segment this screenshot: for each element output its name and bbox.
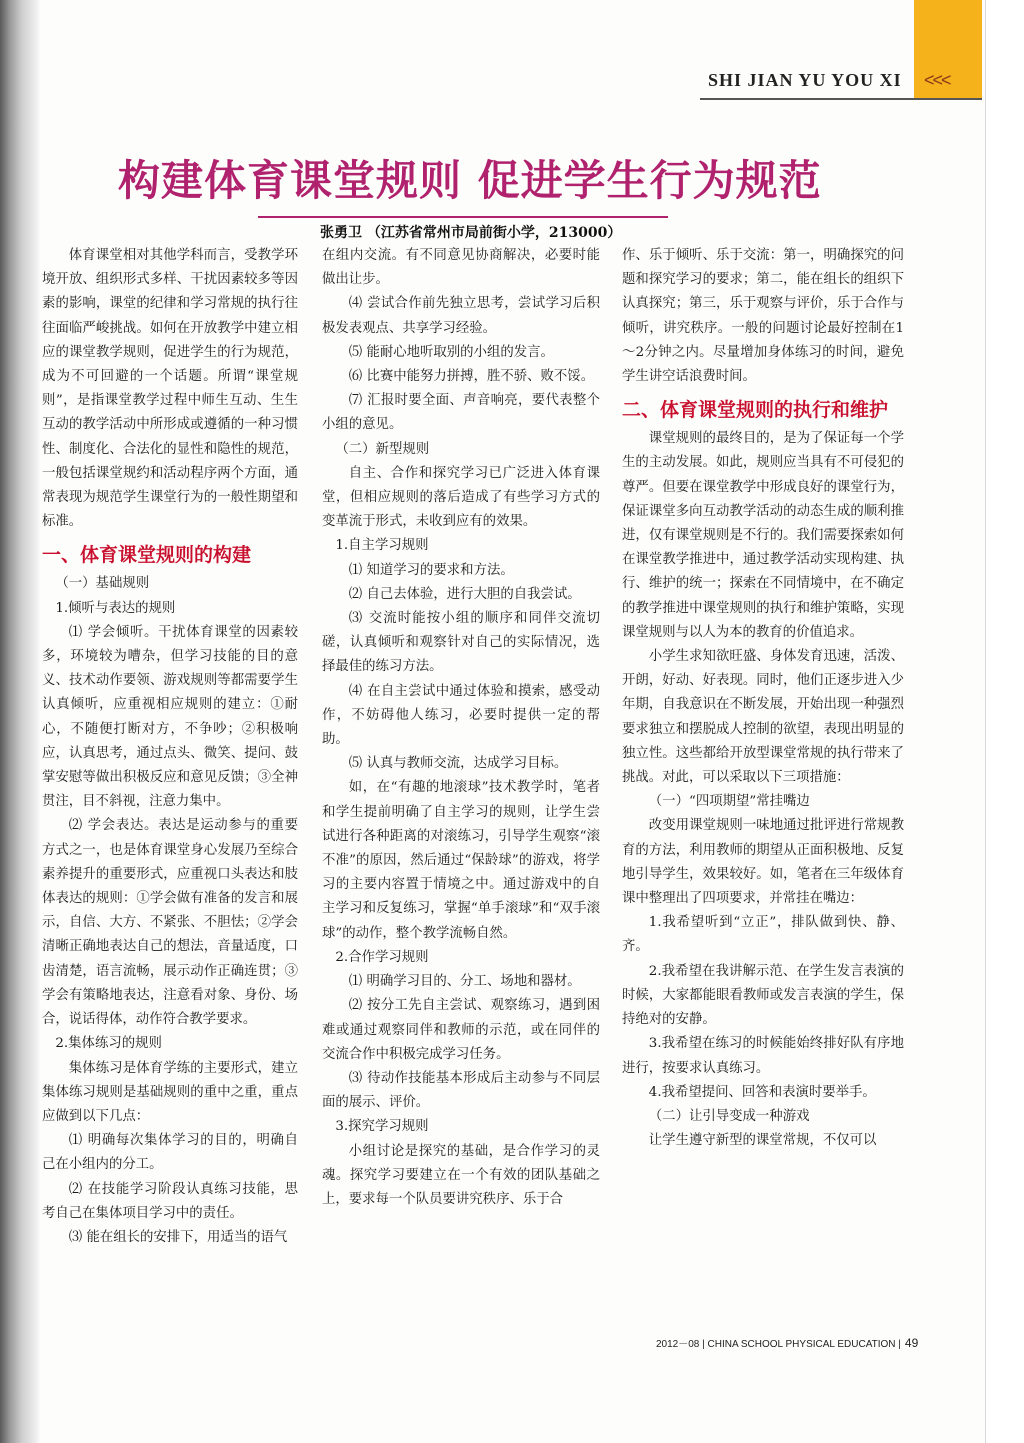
subheading: 2.合作学习规则 — [335, 949, 429, 965]
paragraph: 体育课堂相对其他学科而言，受教学环境开放、组织形式多样、干扰因素较多等因素的影响，课堂的纪律和学习常规的执行往往面临严峻挑战。如何在开放教学中建立相应的课堂教学规则，促进学生的行为规范，成为不可回避的一个话题。所谓“课堂规则”，是指课堂教学过程中师生互动、生生互动的教学活动中所形成或遵循的一种习惯性、制度化、合法化的显性和隐性的规范，一般包括课堂规约和活动程序两个方面，通常表现为规范学生课堂行为的一般性期望和标准。 — [42, 248, 298, 530]
subheading: 2.集体练习的规则 — [55, 1036, 162, 1052]
paragraph: 作、乐于倾听、乐于交流：第一，明确探究的问题和探究学习的要求；第二，能在组长的组织下认真探究；第三，乐于观察与评价，乐于合作与倾听，讲究秩序。一般的问题讨论最好控制在1～2分钟之内。尽量增加身体练习的时间，避免学生讲空话浪费时间。 — [622, 248, 904, 385]
subheading: （二）让引导变成一种游戏 — [648, 1108, 810, 1124]
page-edge — [985, 0, 1024, 1443]
page-number: 49 — [904, 1336, 919, 1350]
paragraph: ⑷ 尝试合作前先独立思考，尝试学习后积极发表观点、共享学习经验。 — [322, 296, 600, 336]
paragraph: 2.我希望在我讲解示范、在学生发言表演的时候，大家都能眼看教师或发言表演的学生，保持绝对的安静。 — [622, 963, 904, 1028]
paragraph: 自主、合作和探究学习已广泛进入体育课堂，但相应规则的落后造成了有些学习方式的变革流于形式，未收到应有的效果。 — [322, 465, 600, 530]
paragraph: ⑶ 交流时能按小组的顺序和同伴交流切磋，认真倾听和观察针对自己的实际情况，选择最佳的练习方法。 — [322, 611, 600, 675]
subheading: 3.探究学习规则 — [335, 1119, 429, 1135]
header-rule — [700, 98, 982, 100]
paragraph: ⑴ 明确每次集体学习的目的，明确自己在小组内的分工。 — [42, 1133, 298, 1173]
paragraph: ⑴ 学会倾听。干扰体育课堂的因素较多，环境较为嘈杂，但学习技能的目的意义、技术动作要领、游戏规则等都需要学生认真倾听，应重视相应规则的建立：①耐心，不随便打断对方，不争吵；②积极响应，认真思考，通过点头、微笑、提问、鼓掌安慰等做出积极反应和意见反馈；③全神贯注，目不斜视，注意力集中。 — [42, 624, 298, 810]
subheading: （二）新型规则 — [335, 441, 430, 457]
paragraph: 3.我希望在练习的时候能始终排好队有序地进行，按要求认真练习。 — [622, 1036, 904, 1076]
paragraph: ⑸ 认真与教师交流，达成学习目标。 — [348, 756, 568, 772]
journal-info: 2012－08 | CHINA SCHOOL PHYSICAL EDUCATION | — [656, 1339, 901, 1350]
paragraph: ⑺ 汇报时要全面、声音响亮，要代表整个小组的意见。 — [322, 393, 600, 433]
paragraph: ⑸ 能耐心地听取别的小组的发言。 — [348, 344, 554, 360]
section-heading: 一、体育课堂规则的构建 — [42, 544, 252, 567]
paragraph: ⑵ 在技能学习阶段认真练习技能，思考自己在集体项目学习中的责任。 — [42, 1181, 298, 1221]
paragraph: ⑶ 待动作技能基本形成后主动参与不同层面的展示、评价。 — [322, 1070, 600, 1111]
section-heading: 二、体育课堂规则的执行和维护 — [622, 399, 889, 422]
paragraph: 4.我希望提问、回答和表演时要举手。 — [648, 1084, 876, 1100]
paragraph: 改变用课堂规则一味地通过批评进行常规教育的方法，利用教师的期望从正面积极地、反复地引导学生，效果较好。如，笔者在三年级体育课中整理出了四项要求，并常挂在嘴边： — [622, 818, 904, 907]
paragraph: 集体练习是体育学练的主要形式，建立集体练习规则是基础规则的重中之重，重点应做到以下几点： — [42, 1060, 298, 1124]
paragraph: 让学生遵守新型的课堂常规，不仅可以 — [648, 1133, 877, 1149]
author-byline: 张勇卫 （江苏省常州市局前街小学，213000） — [320, 225, 622, 241]
paragraph: 小学生求知欲旺盛、身体发育迅速，活泼、开朗，好动、好表现。同时，他们正逐步进入少年期，自我意识在不断发展，开始出现一种强烈要求独立和摆脱成人控制的欲望，表现出明显的独立性。这些都给开放型课堂常规的执行带来了挑战。对此，可以采取以下三项措施： — [622, 649, 904, 786]
paragraph: 在组内交流。有不同意见协商解决，必要时能做出让步。 — [322, 248, 600, 288]
paragraph: ⑶ 能在组长的安排下，用适当的语气 — [68, 1229, 288, 1245]
paragraph: ⑵ 学会表达。表达是运动参与的重要方式之一，也是体育课堂身心发展乃至综合素养提升的重要形式，应重视口头表达和肢体表达的规则：①学会做有准备的发言和展示，自信、大方、不紧张、不胆怯；②学会清晰正确地表达自己的想法，音量适度，口齿清楚，语言流畅，展示动作正确连贯；③学会有策略地表达，注意看对象、身份、场合，说话得体，动作符合教学要求。 — [42, 818, 298, 1028]
text-column-1 — [42, 244, 298, 1250]
page-footer — [656, 1335, 918, 1350]
text-column-2 — [322, 244, 600, 1212]
paragraph: ⑷ 在自主尝试中通过体验和摸索，感受动作，不妨碍他人练习，必要时提供一定的帮助。 — [322, 683, 600, 748]
running-header: SHI JIAN YU YOU XI — [708, 70, 902, 90]
text-column-3 — [622, 244, 904, 1153]
binding-shadow — [0, 0, 40, 1443]
paragraph: ⑵ 按分工先自主尝试、观察练习，遇到困难或通过观察同伴和教师的示范，或在同伴的交流合作中积极完成学习任务。 — [322, 998, 600, 1062]
paragraph: 如，在“有趣的地滚球”技术教学时，笔者和学生提前明确了自主学习的规则，让学生尝试进行各种距离的对滚练习，引导学生观察“滚不准”的原因，然后通过“保龄球”的游戏，将学习的主要内容置于情境之中。通过游戏中的自主学习和反复练习，掌握“单手滚球”和“双手滚球”的动作，整个教学流畅自然。 — [322, 780, 600, 941]
subheading: （一）基础规则 — [55, 576, 150, 592]
paragraph: 1.我希望听到“立正”，排队做到快、静、齐。 — [622, 915, 904, 955]
paragraph: ⑴ 明确学习目的、分工、场地和器材。 — [348, 974, 581, 990]
paragraph: 课堂规则的最终目的，是为了保证每一个学生的主动发展。如此，规则应当具有不可侵犯的尊严。但要在课堂教学中形成良好的课堂行为，保证课堂多向互动教学活动的动态生成的顺利推进，仅有课堂规则是不行的。我们需要探索如何在课堂教学推进中，通过教学活动实现构建、执行、维护的统一；探索在不同情境中，在不确定的教学推进中课堂规则的执行和维护策略，实现课堂规则与以人为本的教育的价值追求。 — [622, 431, 904, 640]
title-underline — [258, 216, 668, 218]
paragraph: ⑹ 比赛中能努力拼搏，胜不骄、败不馁。 — [348, 369, 595, 385]
paragraph: ⑴ 知道学习的要求和方法。 — [348, 562, 514, 578]
paragraph: ⑵ 自己去体验，进行大胆的自我尝试。 — [348, 586, 581, 602]
subheading: （一）“四项期望”常挂嘴边 — [648, 794, 810, 810]
article-title: 构建体育课堂规则 促进学生行为规范 — [118, 156, 822, 205]
chevron-left-icon: <<< — [924, 70, 950, 90]
paragraph: 小组讨论是探究的基础，是合作学习的灵魂。探究学习要建立在一个有效的团队基础之上，要求每一个队员要讲究秩序、乐于合 — [322, 1143, 600, 1207]
subheading: 1.自主学习规则 — [335, 538, 429, 554]
subheading: 1.倾听与表达的规则 — [55, 600, 176, 616]
